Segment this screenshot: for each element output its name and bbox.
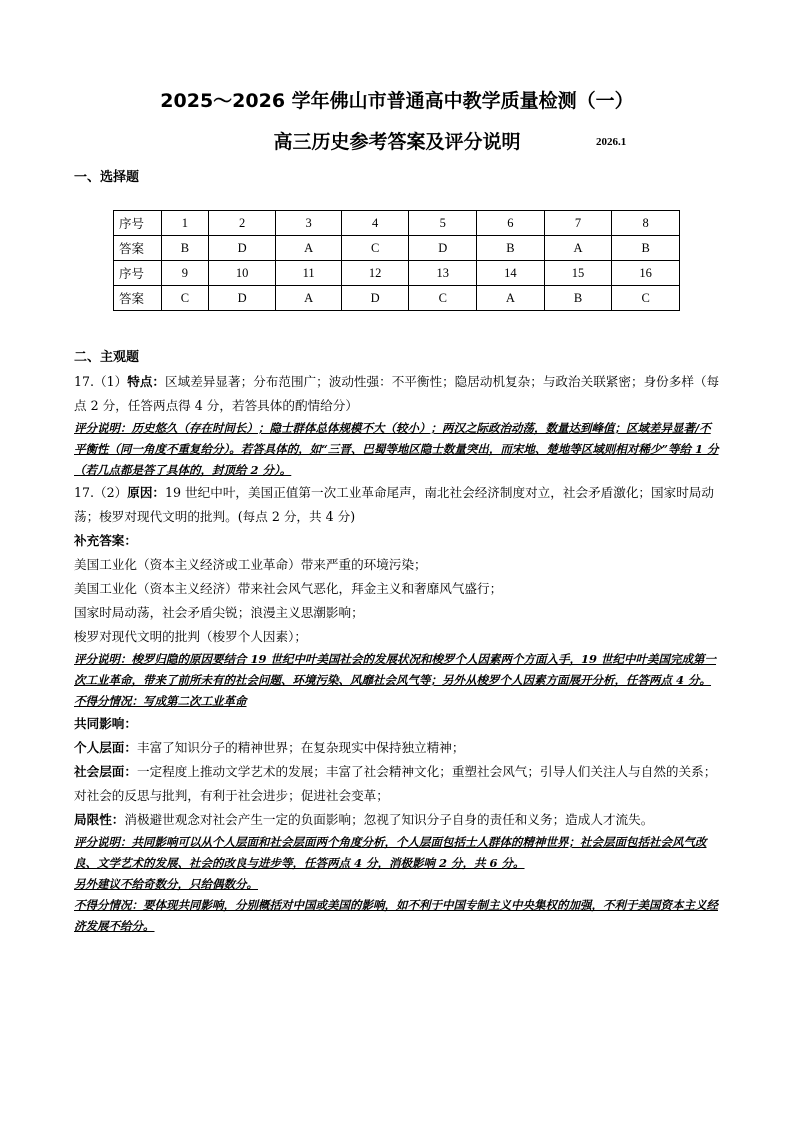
doc-title: 2025～2026 学年佛山市普通高中教学质量检测（一） (160, 90, 634, 112)
answer-table-cell: 9 (162, 261, 209, 286)
answer-table-cell: 6 (477, 211, 545, 236)
answer-table-cell: D (341, 286, 409, 311)
section-heading-choice: 一、选择题 (74, 170, 140, 185)
q17-1-answer: 17.（1）特点：区域差异显著；分布范围广；波动性强：不平衡性；隐居动机复杂；与政治关联紧密；身份多样（每点 2 分，任答两点得 4 分，若答具体的酌情给分） (74, 374, 720, 413)
answer-table-cell: A (276, 286, 341, 311)
q17-2-no-score: 不得分情况：写成第二次工业革命 (74, 694, 247, 708)
answer-table-cell: 15 (544, 261, 612, 286)
answer-table-cell: C (341, 236, 409, 261)
answer-table-cell: 7 (544, 211, 612, 236)
answer-table-cell: 12 (341, 261, 409, 286)
doc-date: 2026.1 (596, 136, 627, 148)
answer-table-cell: A (544, 236, 612, 261)
influence-personal: 个人层面：丰富了知识分子的精神世界；在复杂现实中保持独立精神； (74, 740, 465, 755)
answer-table-cell: 4 (341, 211, 409, 236)
answer-table-row-label: 答案 (114, 286, 162, 311)
influence-scoring-note-2: 另外建议不给奇数分，只给偶数分。 (74, 877, 258, 891)
answer-table-row-label: 序号 (114, 261, 162, 286)
answer-table-row (114, 261, 680, 286)
answer-table-cell: B (477, 236, 545, 261)
answer-table-cell: B (612, 236, 680, 261)
answer-table-cell: C (162, 286, 209, 311)
answer-content (74, 370, 720, 937)
supplement-item: 美国工业化（资本主义经济）带来社会风气恶化，拜金主义和奢靡风气盛行； (74, 581, 503, 596)
answer-table-row (114, 211, 680, 236)
answer-table-cell: 11 (276, 261, 341, 286)
influence-heading: 共同影响： (74, 716, 137, 731)
supplement-item: 国家时局动荡，社会矛盾尖锐；浪漫主义思潮影响； (74, 605, 364, 620)
answer-table-cell: A (477, 286, 545, 311)
answer-table-cell: 3 (276, 211, 341, 236)
answer-table-cell: 5 (409, 211, 477, 236)
answer-table-cell: C (612, 286, 680, 311)
q17-2-supplement-heading: 补充答案： (74, 533, 137, 548)
q17-2-scoring-note: 评分说明：梭罗归隐的原因要结合 19 世纪中叶美国社会的发展状况和梭罗个人因素两个方面入手，19 世纪中叶美国完成第一次工业革命，带来了前所未有的社会问题、环境污染、风靡社会风气等；另外从梭罗个人因素方面展开分析，任答两点 4 分。 (74, 652, 717, 687)
answer-table-cell: 14 (477, 261, 545, 286)
answer-table-cell: D (208, 236, 276, 261)
answer-table-cell: 8 (612, 211, 680, 236)
answer-table-cell: C (409, 286, 477, 311)
influence-no-score: 不得分情况：要体现共同影响，分别概括对中国或美国的影响，如不利于中国专制主义中央集权的加强，不利于美国资本主义经济发展不给分。 (74, 898, 718, 933)
section-heading-subjective: 二、主观题 (74, 350, 140, 365)
doc-subtitle: 高三历史参考答案及评分说明 (273, 131, 521, 153)
q17-1-scoring-note: 评分说明：历史悠久（存在时间长）；隐士群体总体规模不大（较小）；两汉之际政治动荡，数量达到峰值；区域差异显著/不平衡性（同一角度不重复给分）。若答具体的，如“三晋、巴蜀等地区隐士数量突出，而宋地、楚地等区域则相对稀少”等给 1 分（若几点都是答了具体的，封顶给 2 分）。 (74, 421, 719, 477)
influence-scoring-note: 评分说明：共同影响可以从个人层面和社会层面两个角度分析，个人层面包括士人群体的精神世界；社会层面包括社会风气改良、文学艺术的发展、社会的改良与进步等，任答两点 4 分，消极影响 2 分，共 6 分。 (74, 835, 707, 870)
answer-table-cell: 13 (409, 261, 477, 286)
answer-table-row-label: 答案 (114, 236, 162, 261)
answer-table-row (114, 286, 680, 311)
answer-table-cell: 1 (162, 211, 209, 236)
answer-table-cell: D (208, 286, 276, 311)
q17-2-answer: 17.（2）原因：19 世纪中叶，美国正值第一次工业革命尾声，南北社会经济制度对立，社会矛盾激化；国家时局动荡；梭罗对现代文明的批判。(每点 2 分，共 4 分) (74, 485, 714, 524)
answer-table-cell: D (409, 236, 477, 261)
answer-table-row (114, 236, 680, 261)
answer-table-cell: 16 (612, 261, 680, 286)
supplement-item: 美国工业化（资本主义经济或工业革命）带来严重的环境污染； (74, 557, 427, 572)
answer-table-cell: 10 (208, 261, 276, 286)
influence-limitation: 局限性：消极避世观念对社会产生一定的负面影响；忽视了知识分子自身的责任和义务；造成人才流失。 (74, 812, 654, 827)
answer-table (113, 210, 680, 311)
influence-social: 社会层面：一定程度上推动文学艺术的发展；丰富了社会精神文化；重塑社会风气；引导人们关注人与自然的关系；对社会的反思与批判，有利于社会进步；促进社会变革； (74, 764, 717, 803)
answer-table-cell: A (276, 236, 341, 261)
answer-table-row-label: 序号 (114, 211, 162, 236)
answer-table-cell: B (544, 286, 612, 311)
supplement-item: 梭罗对现代文明的批判（梭罗个人因素）； (74, 629, 307, 644)
answer-table-cell: B (162, 236, 209, 261)
answer-table-cell: 2 (208, 211, 276, 236)
